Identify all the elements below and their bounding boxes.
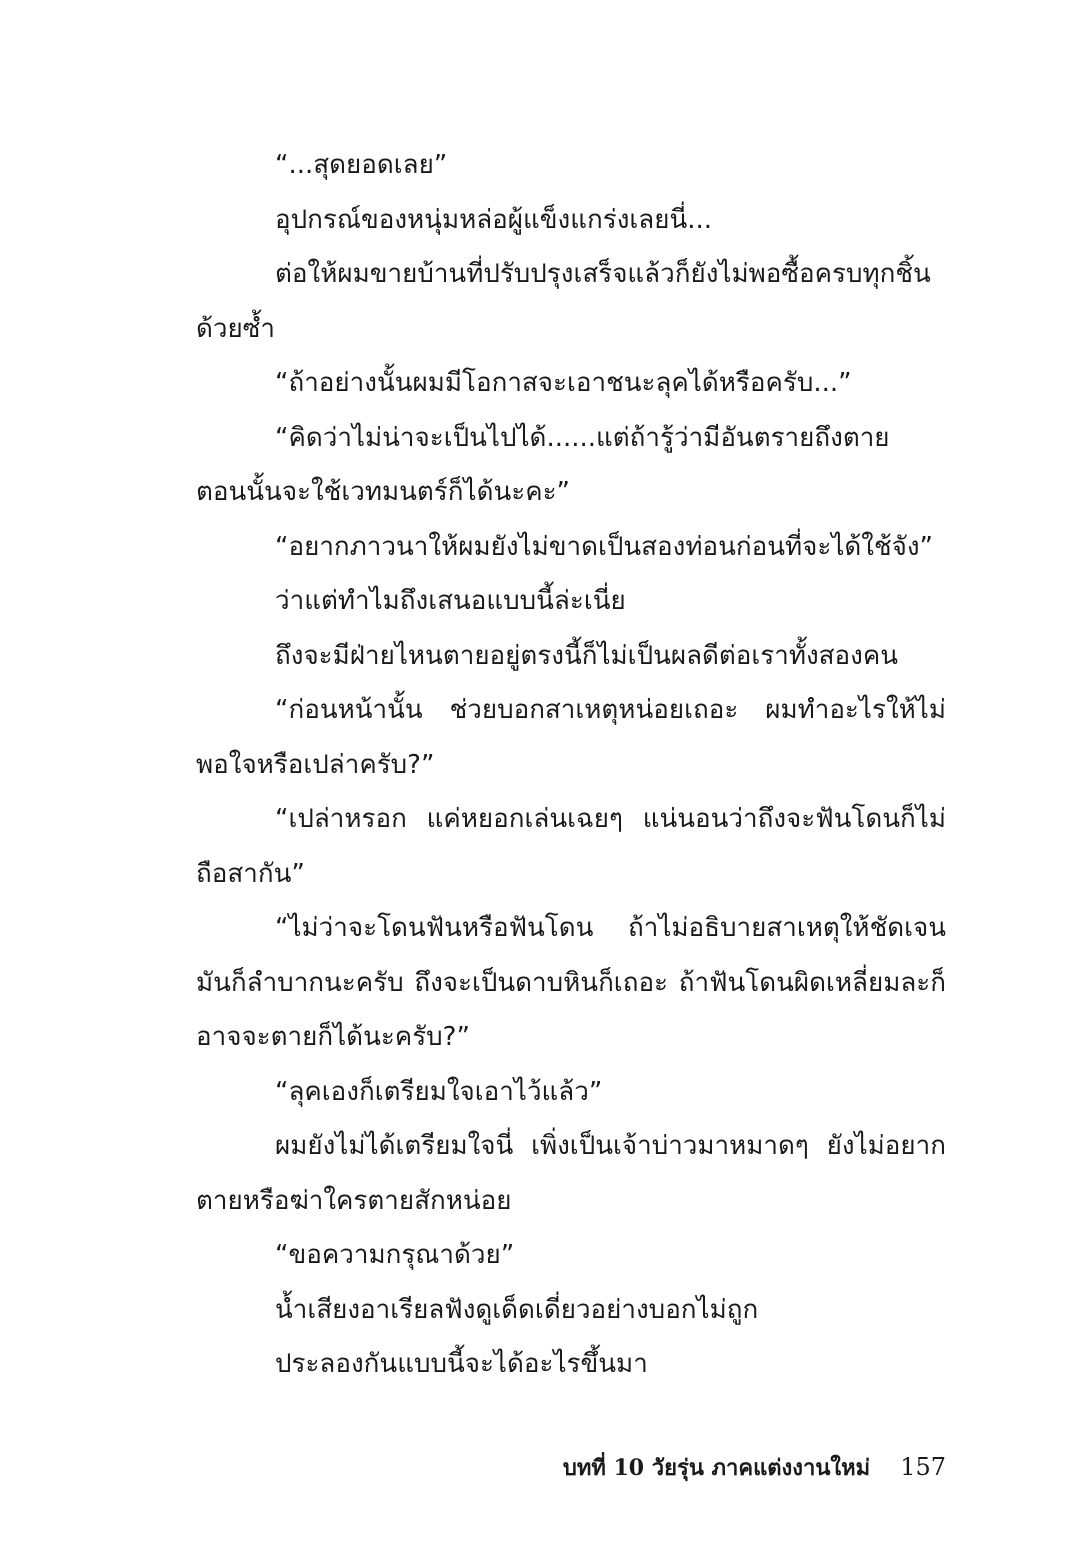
chapter-title: บทที่ 10 วัยรุ่น ภาคแต่งงานใหม่ bbox=[562, 1455, 871, 1481]
paragraph: “คิดว่าไม่น่าจะเป็นไปได้......แต่ถ้ารู้ว่ามีอันตรายถึงตาย ตอนนั้นจะใช้เวทมนตร์ก็ได้นะคะ” bbox=[196, 422, 890, 507]
paragraph: ว่าแต่ทำไมถึงเสนอแบบนี้ล่ะเนี่ย bbox=[275, 586, 626, 616]
paragraph: “...สุดยอดเลย” bbox=[275, 150, 448, 180]
paragraph: อุปกรณ์ของหนุ่มหล่อผู้แข็งแกร่งเลยนี่... bbox=[275, 204, 713, 235]
paragraph: “ไม่ว่าจะโดนฟันหรือฟันโดน ถ้าไม่อธิบายสาเหตุให้ชัดเจนมันก็ลำบากนะครับ ถึงจะเป็นดาบหินก็เถอะ ถ้าฟันโดนผิดเหลี่ยมละก็อาจจะตายก็ได้นะครับ?” bbox=[196, 913, 946, 1052]
paragraph: “ลุคเองก็เตรียมใจเอาไว้แล้ว” bbox=[275, 1076, 603, 1107]
body-text bbox=[196, 138, 946, 1392]
paragraph: ต่อให้ผมขายบ้านที่ปรับปรุงเสร็จแล้วก็ยังไม่พอซื้อครบทุกชิ้นด้วยซ้ำ bbox=[196, 259, 931, 344]
page-footer bbox=[560, 1450, 946, 1485]
paragraph: น้ำเสียงอาเรียลฟังดูเด็ดเดี่ยวอย่างบอกไม่ถูก bbox=[275, 1294, 759, 1325]
paragraph: “ก่อนหน้านั้น ช่วยบอกสาเหตุหน่อยเถอะ ผมทำอะไรให้ไม่พอใจหรือเปล่าครับ?” bbox=[196, 695, 946, 780]
paragraph: “ถ้าอย่างนั้นผมมีโอกาสจะเอาชนะลุคได้หรือครับ...” bbox=[275, 368, 852, 398]
paragraph: “เปล่าหรอก แค่หยอกเล่นเฉยๆ แน่นอนว่าถึงจะฟันโดนก็ไม่ถือสากัน” bbox=[196, 804, 946, 889]
paragraph: “อยากภาวนาให้ผมยังไม่ขาดเป็นสองท่อนก่อนที่จะได้ใช้จัง” bbox=[275, 531, 934, 562]
paragraph: ประลองกันแบบนี้จะได้อะไรขึ้นมา bbox=[275, 1349, 648, 1379]
paragraph: ถึงจะมีฝ่ายไหนตายอยู่ตรงนี้ก็ไม่เป็นผลดีต่อเราทั้งสองคน bbox=[275, 640, 899, 671]
page-number: 157 bbox=[900, 1453, 946, 1481]
paragraph: “ขอความกรุณาด้วย” bbox=[275, 1240, 515, 1270]
paragraph: ผมยังไม่ได้เตรียมใจนี่ เพิ่งเป็นเจ้าบ่าวมาหมาดๆ ยังไม่อยากตายหรือฆ่าใครตายสักหน่อย bbox=[196, 1131, 946, 1216]
